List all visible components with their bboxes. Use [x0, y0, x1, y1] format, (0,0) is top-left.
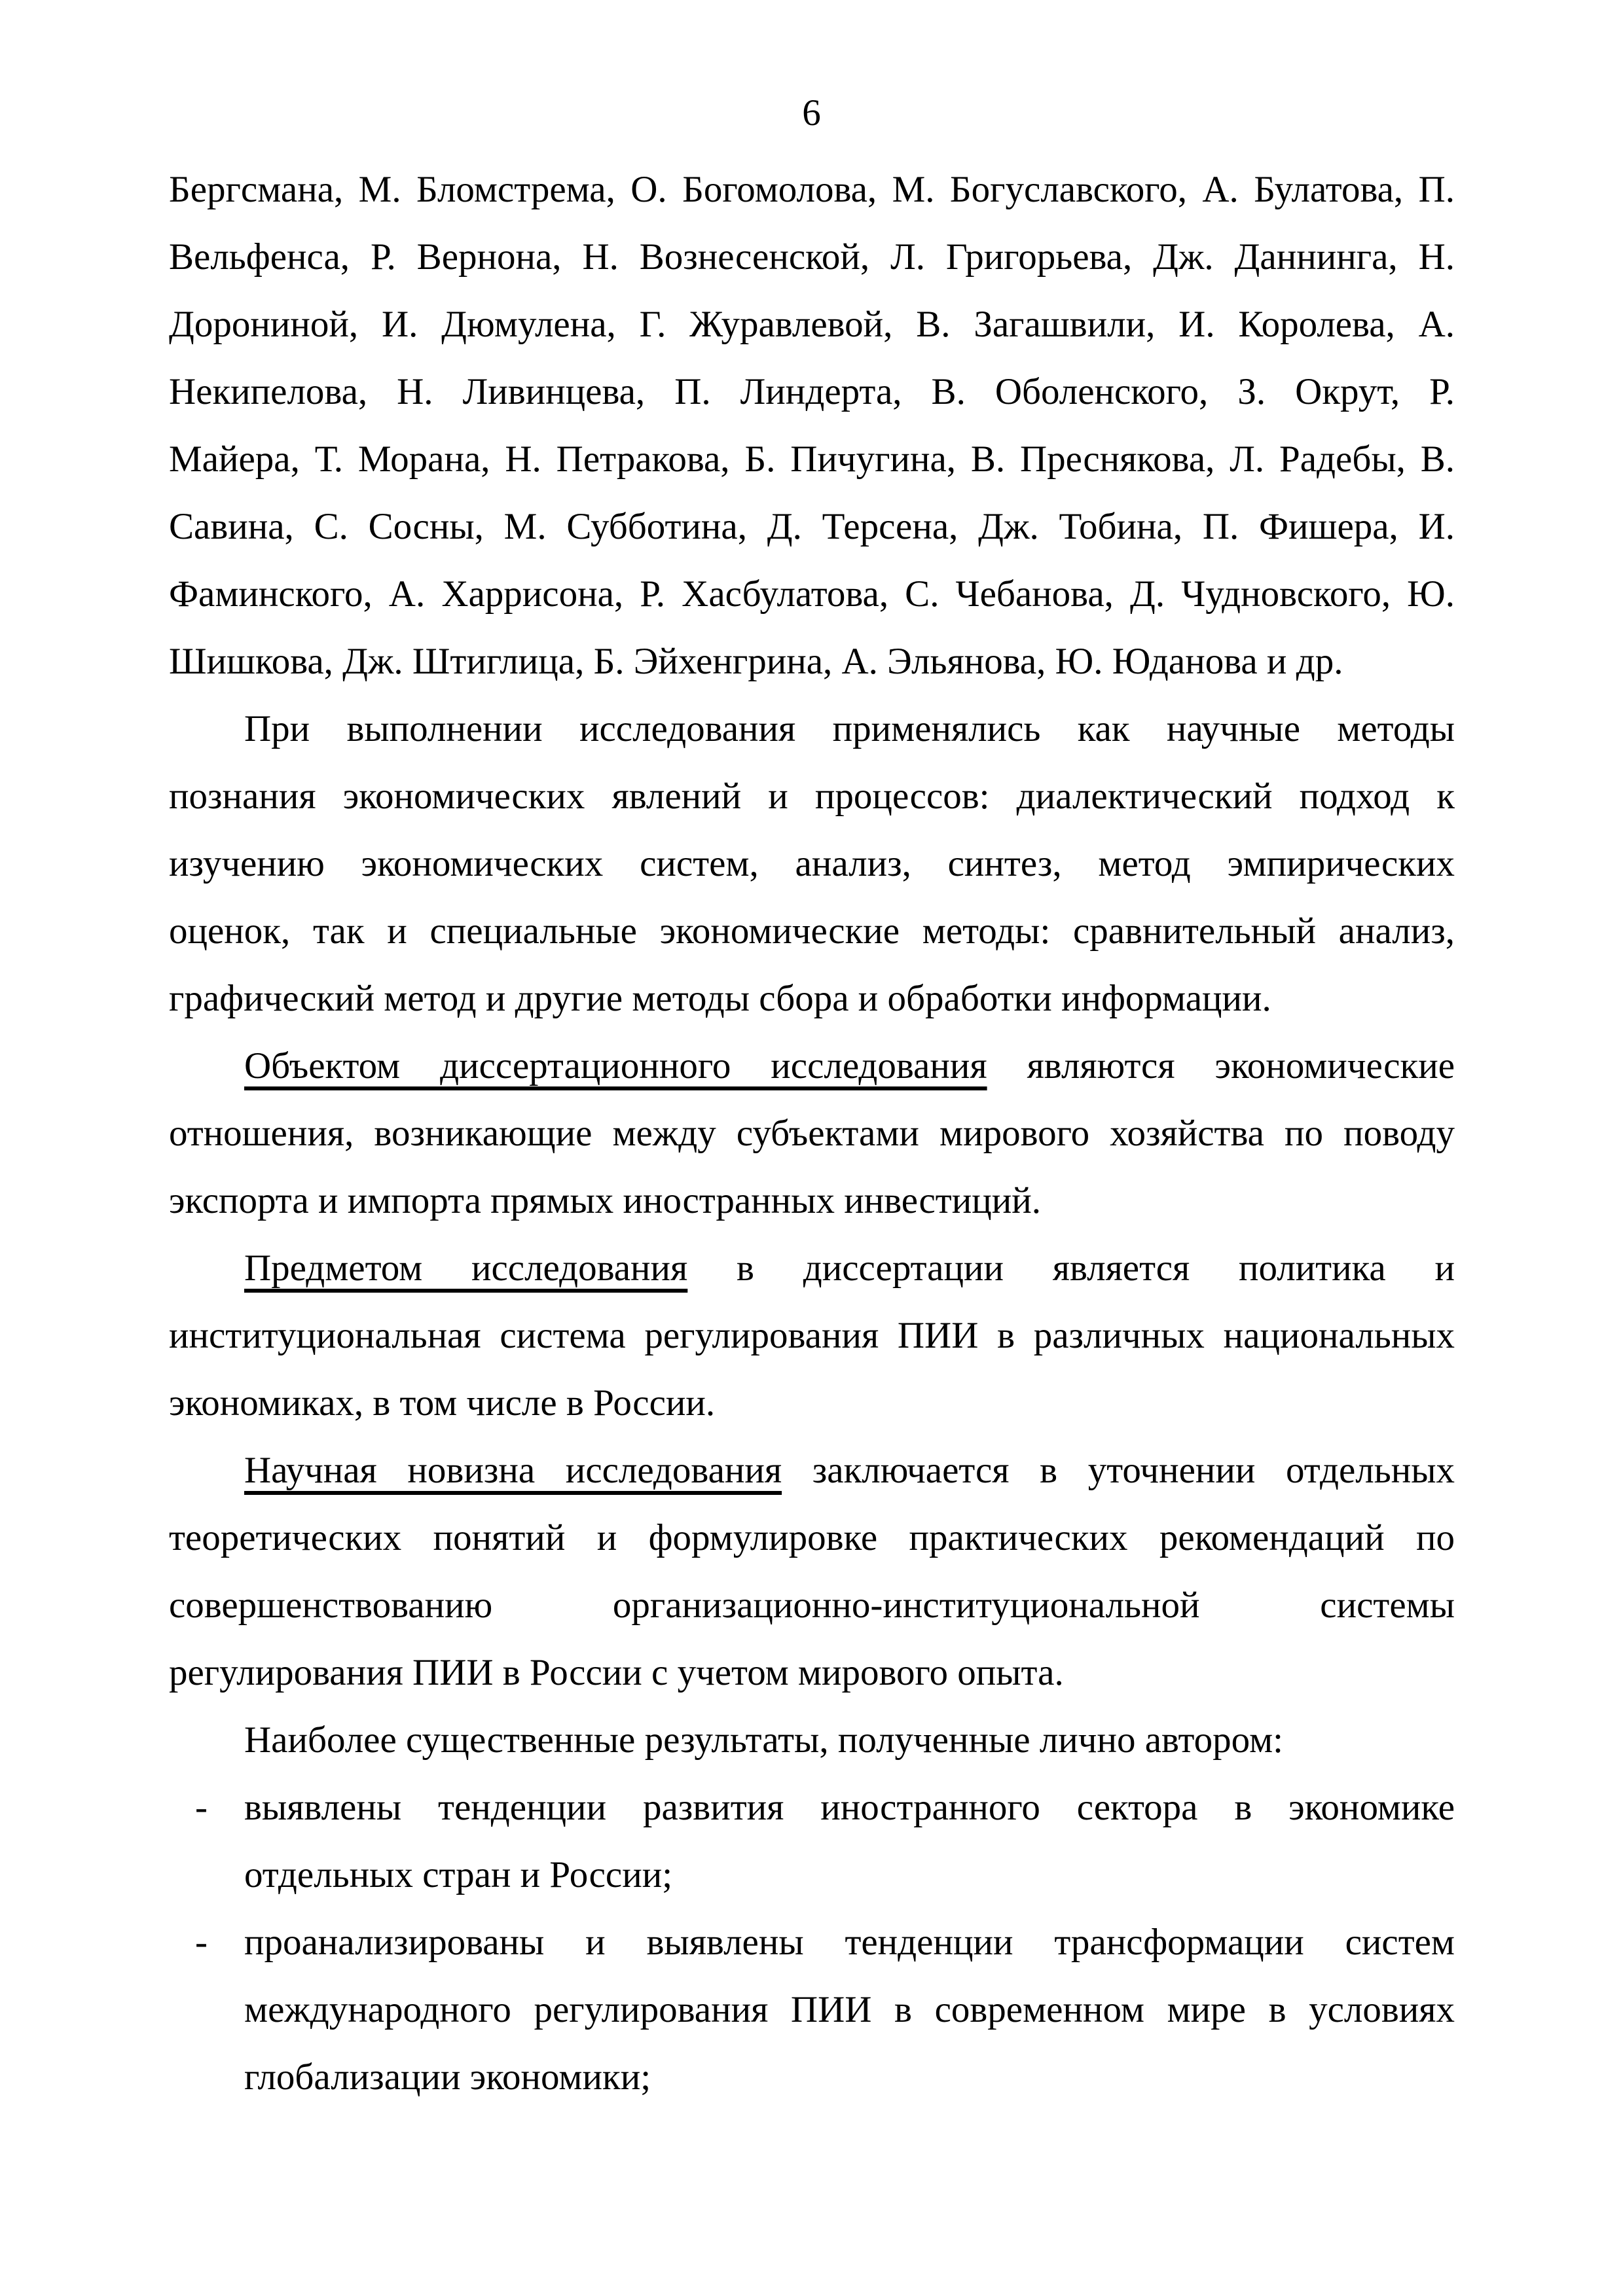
text-line: познания экономических явлений и процессов: диалектический подход к: [169, 776, 1455, 817]
text-line: отношения, возникающие между субъектами мирового хозяйства по поводу: [169, 1113, 1455, 1154]
text-line: институциональная система регулирования ПИИ в различных национальных: [169, 1315, 1455, 1356]
text-line: экономиках, в том числе в России.: [169, 1382, 716, 1424]
text-line: совершенствованию организационно-институциональной системы: [169, 1585, 1455, 1626]
underlined-phrase: Объектом диссертационного исследования: [244, 1045, 987, 1086]
text-line: Фаминского, А. Харрисона, Р. Хасбулатова, С. Чебанова, Д. Чудновского, Ю.: [169, 573, 1455, 615]
text-line: Бергсмана, М. Бломстрема, О. Богомолова, М. Богуславского, А. Булатова, П.: [169, 169, 1455, 210]
text-line: Майера, Т. Морана, Н. Петракова, Б. Пичугина, В. Преснякова, Л. Радебы, В.: [169, 439, 1455, 480]
text-line: оценок, так и специальные экономические методы: сравнительный анализ,: [169, 910, 1455, 952]
text-line: глобализации экономики;: [244, 2056, 651, 2098]
text-line: [169, 1437, 1455, 1504]
text-body: [169, 156, 1455, 2111]
bullet-dash: -: [195, 1922, 208, 1963]
underlined-phrase: Научная новизна исследования: [244, 1450, 782, 1491]
page-number: 6: [802, 92, 821, 134]
text-line: регулирования ПИИ в России с учетом мирового опыта.: [169, 1652, 1064, 1693]
text-line: При выполнении исследования применялись как научные методы: [244, 708, 1455, 749]
bullet-dash: -: [195, 1787, 208, 1828]
line-rest: в диссертации является политика и: [687, 1247, 1455, 1289]
bullet-text: выявлены тенденции развития иностранного сектора в экономике: [244, 1787, 1455, 1828]
text-line: Савина, С. Сосны, М. Субботина, Д. Терсена, Дж. Тобина, П. Фишера, И.: [169, 506, 1455, 547]
line-rest: являются экономические: [987, 1045, 1455, 1086]
text-line: международного регулирования ПИИ в современном мире в условиях: [244, 1989, 1455, 2030]
text-line: Наиболее существенные результаты, полученные лично автором:: [244, 1719, 1283, 1761]
text-line: [169, 1234, 1455, 1302]
line-rest: заключается в уточнении отдельных: [782, 1450, 1455, 1491]
text-line: экспорта и импорта прямых иностранных инвестиций.: [169, 1180, 1041, 1221]
text-line: изучению экономических систем, анализ, синтез, метод эмпирических: [169, 843, 1455, 884]
text-line: графический метод и другие методы сбора и обработки информации.: [169, 978, 1271, 1019]
bullet-text: проанализированы и выявлены тенденции трансформации систем: [244, 1922, 1455, 1963]
underlined-phrase: Предметом исследования: [244, 1247, 688, 1289]
text-line: отдельных стран и России;: [244, 1854, 673, 1895]
bullet-line: [169, 1774, 1455, 1841]
text-line: теоретических понятий и формулировке практических рекомендаций по: [169, 1517, 1455, 1558]
text-line: [169, 1032, 1455, 1100]
text-line: Вельфенса, Р. Вернона, Н. Вознесенской, Л. Григорьева, Дж. Даннинга, Н.: [169, 236, 1455, 278]
bullet-line: [169, 1909, 1455, 1976]
text-line: Дорониной, И. Дюмулена, Г. Журавлевой, В. Загашвили, И. Королева, А.: [169, 304, 1455, 345]
text-line: Некипелова, Н. Ливинцева, П. Линдерта, В. Оболенского, З. Окрут, Р.: [169, 371, 1455, 412]
text-line: Шишкова, Дж. Штиглица, Б. Эйхенгрина, А. Эльянова, Ю. Юданова и др.: [169, 641, 1343, 682]
